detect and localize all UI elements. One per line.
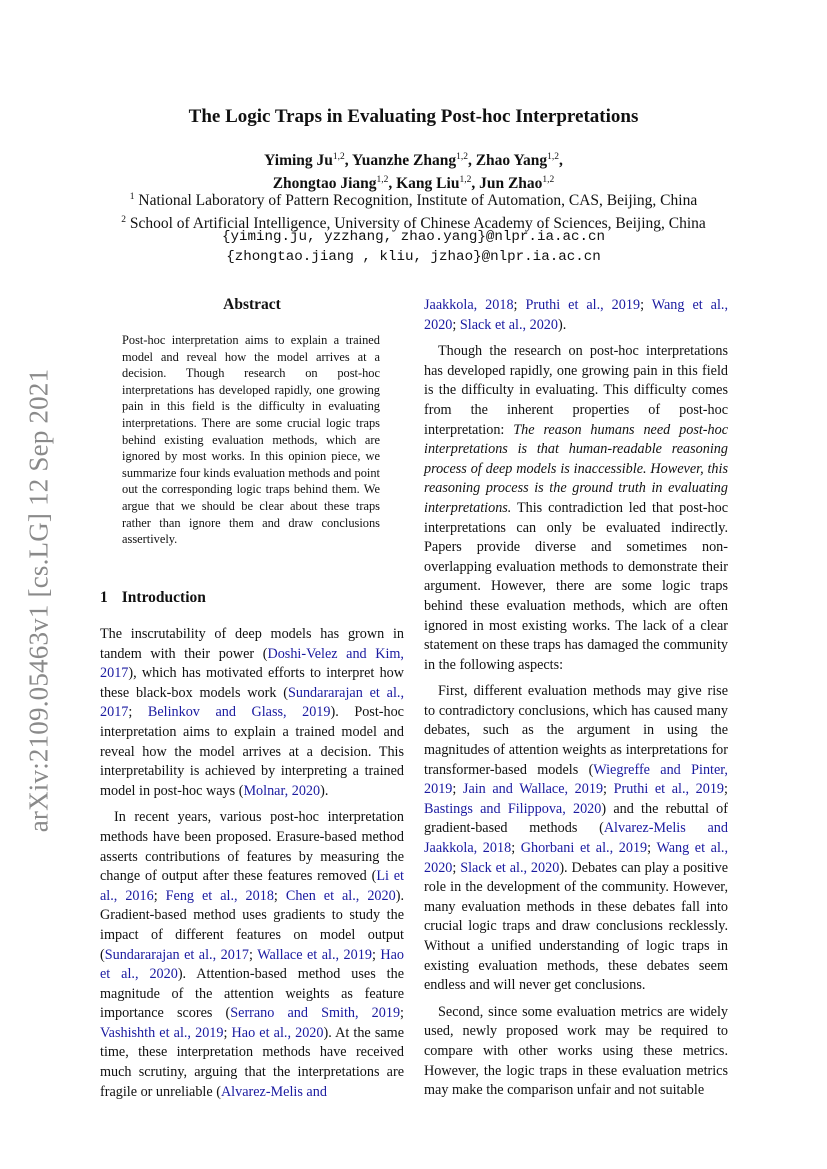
text-run: ; (128, 704, 148, 721)
citation-link[interactable]: Jain and Wallace, 2019 (462, 781, 604, 798)
text-run: ). Attention-based method uses the magnitude of the attention weights as feature importance scores ( (100, 966, 404, 1022)
citation-link[interactable]: Pruthi et al., 2019 (525, 297, 641, 313)
author-name: Zhongtao Jiang (272, 174, 377, 192)
text-run: ). Post-hoc interpretation aims to explain a trained model and reveal how the model arrives at a decision. This interpretability is achieved by interpreting a trained model in post-hoc ways ( (100, 704, 404, 799)
author-name: Yiming Ju (264, 152, 333, 170)
citation-link[interactable]: Feng et al., 2018 (165, 887, 274, 904)
citation-link[interactable]: Ghorbani et al., 2019 (520, 840, 648, 857)
text-run: ; (513, 297, 526, 313)
author-affil-mark: 1,2 (332, 152, 345, 162)
citation-link[interactable]: Sundararajan et al., 2017 (104, 946, 249, 963)
text-run: ; (603, 781, 614, 798)
abstract-heading: Abstract (223, 296, 281, 313)
affiliation-number: 1 (129, 192, 135, 202)
paragraph (424, 1003, 728, 1101)
text-run: ). Gradient-based method uses gradients to study the impact of different features on model output ( (100, 887, 404, 963)
paragraph (100, 625, 404, 801)
paragraph (424, 342, 728, 675)
citation-link[interactable]: Wiegreffe and Pinter, 2019 (424, 761, 728, 798)
text-run: ). At the same time, these interpretation methods have received much scrutiny, arguing that the interpretations are fragile or unreliable ( (100, 1024, 404, 1100)
author-name: Jun Zhao (479, 174, 543, 192)
citation-link[interactable]: Wang et al., 2020 (424, 297, 729, 333)
citation-link[interactable]: Wang et al., 2020 (424, 840, 729, 876)
text-run: ; (371, 946, 381, 963)
abstract-text: Post-hoc interpretation aims to explain a trained model and reveal how the model arrives at a decision. Though research on post-hoc interpretations has developed rapidly, one growing pain in this field is the difficulty in evaluating interpretations. There are some crucial logic traps behind existing evaluation methods, which are ignored by most works. In this opinion piece, we summarize four kinds evaluation methods and point out the corresponding logic traps behind them. We argue that we should be clear about these traps rather than ignore them and draw conclusions assertively. (122, 333, 380, 547)
text-run: ; (511, 840, 521, 857)
affiliation-1 (0, 188, 827, 211)
author-emails (0, 228, 827, 267)
right-column (424, 296, 728, 1108)
author-name: Zhao Yang (475, 152, 548, 170)
citation-link[interactable]: Pruthi et al., 2019 (613, 781, 725, 798)
text-run: ; (640, 297, 652, 313)
section-heading (100, 589, 206, 607)
author-affil-mark: 1,2 (547, 152, 559, 162)
paragraph (100, 808, 404, 1102)
text-run: ; (223, 1024, 232, 1041)
text-run: ), which has motivated efforts to interpret how these black-box models work ( (100, 665, 404, 701)
citation-link[interactable]: Slack et al., 2020 (460, 859, 560, 876)
text-run: ) and the rebuttal of gradient-based methods ( (424, 800, 728, 837)
text-run: ; (452, 316, 460, 333)
citation-link[interactable]: Vashishth et al., 2019 (100, 1024, 224, 1041)
arxiv-id: arXiv:2109.05463v1 [cs.LG] 12 Sep 2021 (23, 368, 54, 832)
citation-link[interactable]: Alvarez-Melis and (220, 1083, 327, 1100)
citation-link[interactable]: Molnar, 2020 (243, 782, 321, 799)
text-run: ; (647, 840, 657, 857)
section-title: Introduction (121, 589, 206, 606)
text-run: ; (452, 859, 461, 876)
email-line: {zhongtao.jiang , kliu, jzhao}@nlpr.ia.ac.cn (226, 248, 601, 265)
author-affil-mark: 1,2 (459, 174, 472, 185)
affiliation-number: 2 (121, 214, 126, 225)
citation-link[interactable]: Alvarez-Melis and Jaakkola, 2018 (424, 820, 728, 857)
citation-link[interactable]: Hao et al., 2020 (231, 1024, 324, 1041)
citation-link[interactable]: Doshi-Velez and Kim, 2017 (100, 645, 404, 682)
text-run: ; (452, 781, 463, 798)
author-name: Kang Liu (396, 174, 460, 192)
paper-title: The Logic Traps in Evaluating Post-hoc Interpretations (188, 106, 639, 127)
text-run: ; (153, 887, 166, 904)
arxiv-stamp (14, 360, 64, 840)
text-run: Second, since some evaluation metrics are widely used, newly proposed work may be required to compare with other works using these metrics. However, the logic traps in these evaluation metrics may make the comparison unfair and not suitable (424, 1003, 728, 1099)
text-run: ; (273, 887, 286, 904)
citation-link[interactable]: Bastings and Filippova, 2020 (424, 800, 602, 817)
affiliation-text: National Laboratory of Pattern Recognition, Institute of Automation, CAS, Beijing, China (138, 192, 698, 210)
author-name: Yuanzhe Zhang (351, 152, 457, 170)
text-run: ; (249, 946, 258, 963)
citation-link[interactable]: Li et al., 2016 (100, 868, 404, 904)
text-run: ). (557, 316, 567, 333)
email-line: {yiming.ju, yzzhang, zhao.yang}@nlpr.ia.ac.cn (221, 229, 606, 245)
author-list: Yiming Ju$^{1,2}$, Yuanzhe Zhang$^{1,2}$, Zhao Yang$^{1,2}$, Zhongtao Jiang$^{1,2}$, Kang Liu$^{1,2}$, Jun Zhao$^{1,2}$ (264, 152, 563, 192)
affiliation-text: School of Artificial Intelligence, University of Chinese Academy of Sciences, Beijing, China (129, 214, 706, 232)
citation-link[interactable]: Slack et al., 2020 (459, 316, 558, 333)
paragraph-continued (424, 296, 728, 335)
text-run: ). Debates can play a positive role in the development of the community. However, many evaluation methods in these debates fall into crucial logic traps and draw conclusions recklessly. Without a unified understanding of logic traps in existing evaluation methods, these debates seem endless and will never get conclusions. (424, 859, 728, 994)
citation-link[interactable]: Chen et al., 2020 (285, 887, 396, 904)
citation-link[interactable]: Hao et al., 2020 (100, 946, 405, 983)
citation-link[interactable]: Wallace et al., 2019 (257, 946, 372, 963)
citation-link[interactable]: Serrano and Smith, 2019 (230, 1005, 401, 1022)
text-run: The inscrutability of deep models has grown in tandem with their power ( (100, 626, 404, 662)
text-run: First, different evaluation methods may give rise to contradictory conclusions, which has caused many debates, such as the argument in using the magnitudes of attention weights as interpretations for transformer-based models ( (424, 683, 728, 778)
text-run: In recent years, various post-hoc interpretation methods have been proposed. Erasure-based method asserts contributions of features by measuring the change of output after these features removed ( (100, 809, 404, 885)
paragraph (424, 682, 728, 996)
author-affil-mark: 1,2 (456, 152, 468, 162)
author-affil-mark: 1,2 (542, 174, 555, 185)
text-run: This contradiction led that post-hoc interpretations can only be evaluated indirectly. Papers provide diverse and sometimes non-overlapping evaluation methods to demonstrate their argument. However, there are some logic traps behind these evaluation methods, which are often ignored in most existing works. The lack of a clear statement on these traps has damaged the community in the following aspects: (424, 499, 728, 673)
text-run: ). (320, 782, 329, 799)
section-number: 1 (100, 589, 108, 606)
citation-link[interactable]: Belinkov and Glass, 2019 (147, 704, 331, 721)
author-affil-mark: 1,2 (376, 174, 389, 185)
affiliations (0, 188, 827, 233)
citation-link[interactable]: Sundararajan et al., 2017 (100, 684, 404, 721)
text-run: Though the research on post-hoc interpretations has developed rapidly, one growing pain in this field is the difficulty in evaluating. This difficulty comes from the inherent properties of post-hoc interpretation: (424, 343, 728, 438)
emphasis-text: The reason humans need post-hoc interpretations is that human-readable reasoning process of deep models is inaccessible. However, this reasoning process is the ground truth in evaluating interpretations. (424, 421, 728, 516)
citation-link[interactable]: Jaakkola, 2018 (424, 297, 514, 313)
text-run: ; (724, 781, 728, 798)
text-run: ; (400, 1005, 404, 1022)
left-column (100, 625, 404, 1109)
